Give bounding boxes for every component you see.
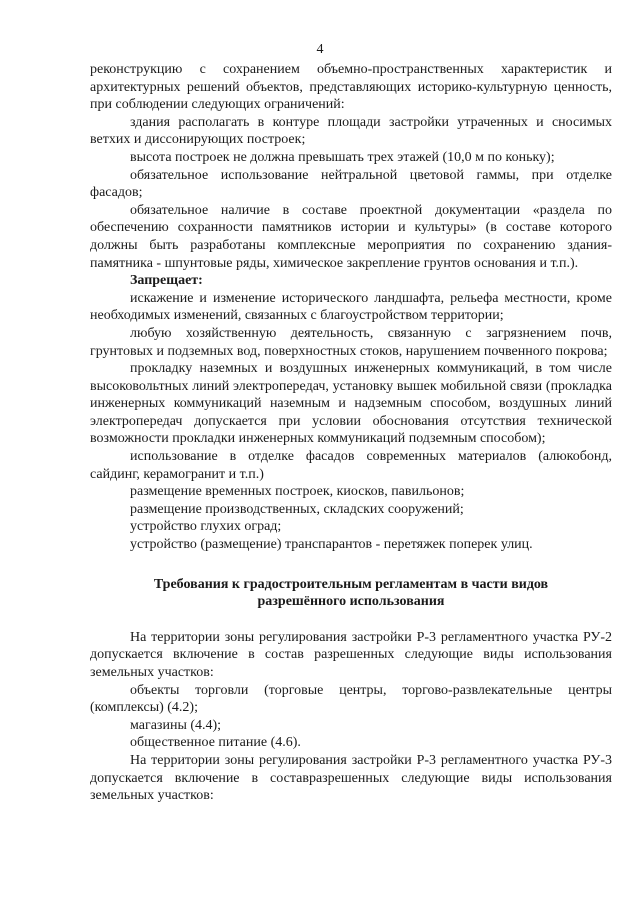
forbidden-item: устройство глухих оград; <box>130 519 282 535</box>
document-body <box>90 61 612 805</box>
forbidden-item: размещение производственных, складских сооружений; <box>130 501 464 517</box>
restriction-item: здания располагать в контуре площади застройки утраченных и сносимых ветхих и диссонирующих построек; <box>90 114 612 148</box>
forbidden-item: прокладку наземных и воздушных инженерных коммуникаций, в том числе высоковольтных линий электропередач, установку вышек мобильной связи (прокладка инженерных коммуникаций наземным и надземным способом, воздушных линий электропередач допускается при условии обоснования отсутствия технической возможности прокладки инженерных коммуникаций подземным способом); <box>90 361 612 447</box>
restriction-item: высота построек не должна превышать трех этажей (10,0 м по коньку); <box>130 149 555 165</box>
restriction-item: обязательное использование нейтральной цветовой гаммы, при отделке фасадов; <box>90 167 612 201</box>
page-number: 4 <box>316 42 324 57</box>
permitted-use-item: объекты торговли (торговые центры, торгово-развлекательные центры (комплексы) (4.2); <box>90 682 612 716</box>
section2-paragraph: На территории зоны регулирования застройки Р-3 регламентного участка РУ-2 допускается включение в состав разрешенных следующие виды использования земельных участков: <box>90 629 612 680</box>
section2-heading: Требования к градостроительным регламентам в части видов разрешённого использования <box>153 576 549 610</box>
section2-paragraph: На территории зоны регулирования застройки Р-3 регламентного участка РУ-3 допускается включение в составразрешенных следующие виды использования земельных участков: <box>90 752 612 804</box>
restriction-item: обязательное наличие в составе проектной документации «раздела по обеспечению сохранности памятников истории и культуры» (в составе которого должны быть разработаны комплексные мероприятия по сохранению здания-памятника - шпунтовые ряды, химическое закрепление грунтов основания и т.п.). <box>90 202 612 271</box>
permitted-use-item: общественное питание (4.6). <box>130 735 301 751</box>
forbidden-item: искажение и изменение исторического ландшафта, рельефа местности, кроме необходимых изменений, связанных с благоустройством территории; <box>90 290 612 324</box>
forbidden-label: Запрещает: <box>130 273 203 289</box>
forbidden-item: любую хозяйственную деятельность, связанную с загрязнением почв, грунтовых и подземных вод, поверхностных стоков, нарушением почвенного покрова; <box>90 325 612 359</box>
forbidden-item: устройство (размещение) транспарантов - перетяжек поперек улиц. <box>130 537 533 553</box>
forbidden-item: использование в отделке фасадов современных материалов (алюкобонд, сайдинг, керамогранит и т.п.) <box>90 449 612 482</box>
permitted-use-item: магазины (4.4); <box>130 717 222 733</box>
section1-intro: реконструкцию с сохранением объемно-пространственных характеристик и архитектурных решений объектов, представляющих историко-культурную ценность, при соблюдении следующих ограничений: <box>90 62 612 113</box>
forbidden-item: размещение временных построек, киосков, павильонов; <box>130 484 465 500</box>
